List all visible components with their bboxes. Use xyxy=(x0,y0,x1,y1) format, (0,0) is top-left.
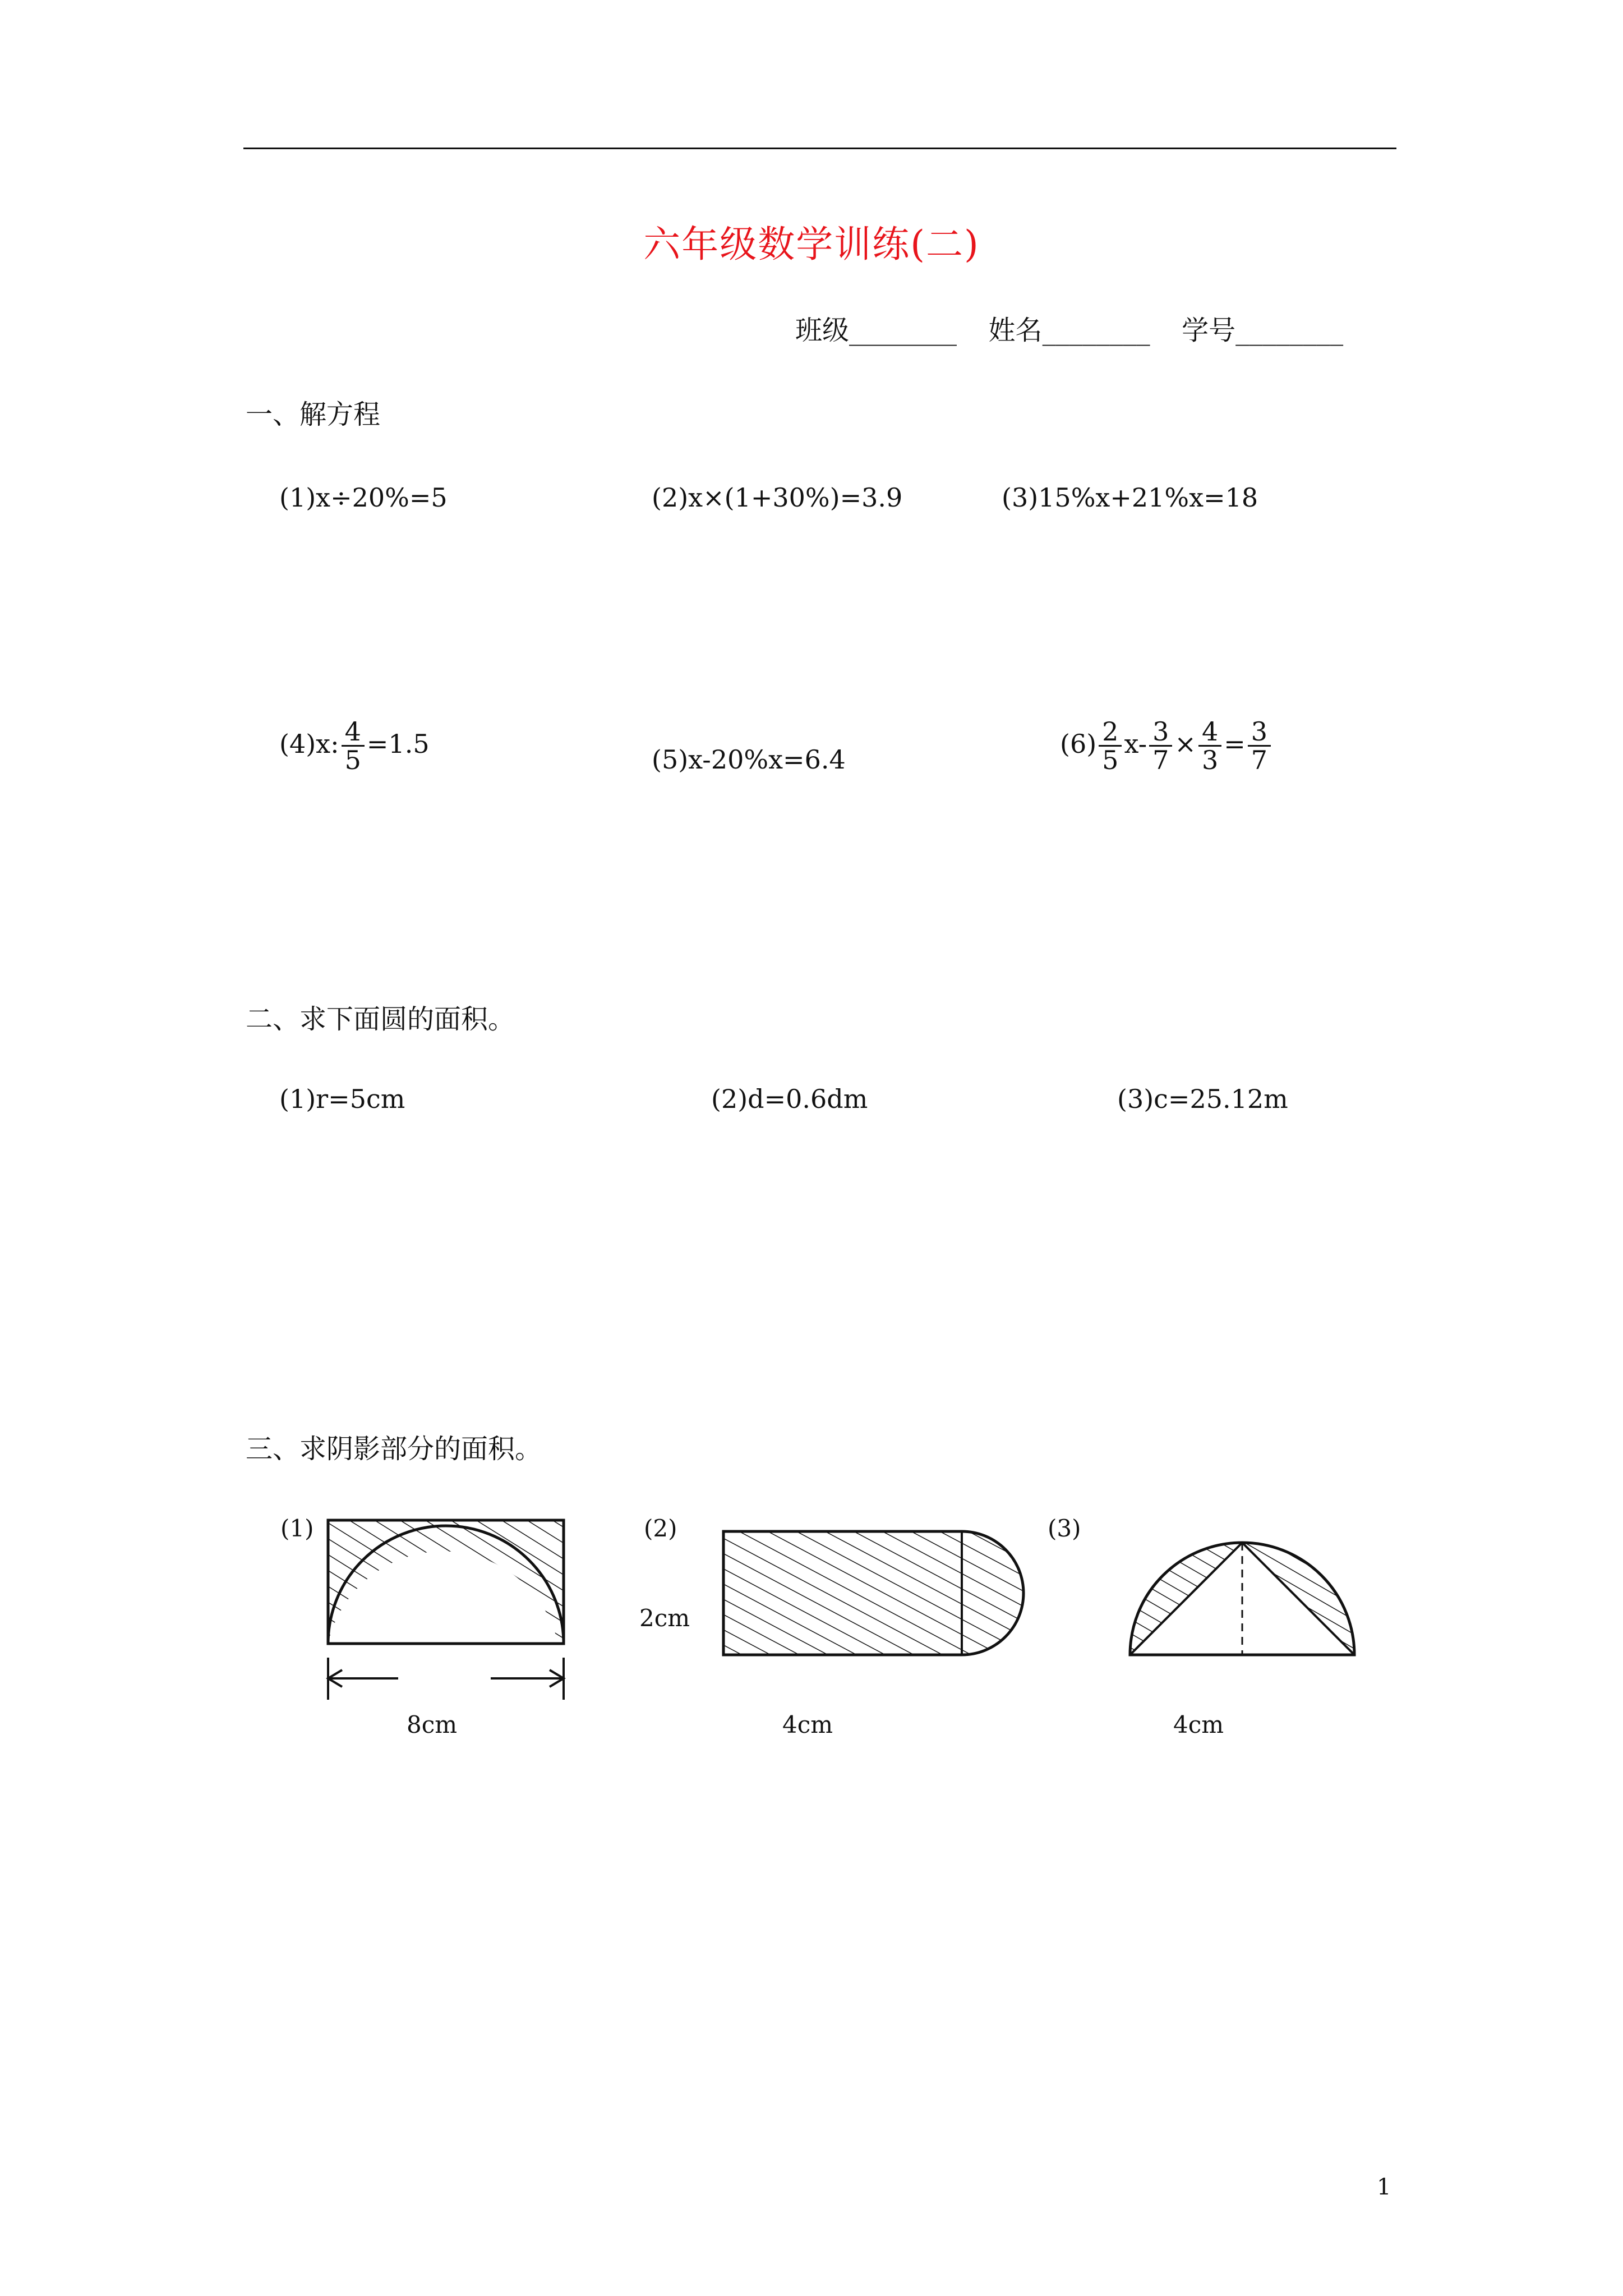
eq6-f2-den: 7 xyxy=(1152,745,1169,776)
eq6-f3-den: 3 xyxy=(1201,745,1219,776)
equation-2: (2)x×(1+30%)=3.9 xyxy=(652,482,903,513)
eq4-suffix: =1.5 xyxy=(366,728,430,759)
eq6-f2-num: 3 xyxy=(1149,718,1172,747)
eq4-fraction xyxy=(342,718,365,774)
eq6-mid2: × xyxy=(1174,728,1196,759)
eq4-numerator: 4 xyxy=(342,718,365,747)
page-title: 六年级数学训练(二) xyxy=(643,223,980,266)
equation-6 xyxy=(1060,718,1273,774)
class-blank[interactable]: ________ xyxy=(849,315,957,346)
circle-problem-2: (2)d=0.6dm xyxy=(711,1084,868,1114)
figure1-dimension: 8cm xyxy=(407,1711,458,1738)
figure2-dimension: 4cm xyxy=(782,1711,833,1738)
semicircle-with-triangle-figure xyxy=(1116,1526,1374,1666)
class-label: 班级 xyxy=(795,315,850,346)
eq6-f4-num: 3 xyxy=(1248,718,1271,747)
eq6-prefix: (6) xyxy=(1060,728,1097,759)
equation-1: (1)x÷20%=5 xyxy=(279,482,448,513)
name-blank[interactable]: ________ xyxy=(1042,315,1150,346)
section3-heading: 三、求阴影部分的面积。 xyxy=(246,1433,542,1465)
eq6-f3-num: 4 xyxy=(1198,718,1221,747)
figure3-label: (3) xyxy=(1048,1515,1081,1542)
figure1-label: (1) xyxy=(280,1515,314,1542)
figure3-dimension: 4cm xyxy=(1173,1711,1224,1738)
semicircle-in-rectangle-figure xyxy=(314,1515,583,1717)
equation-3: (3)15%x+21%x=18 xyxy=(1002,482,1258,513)
name-label: 姓名 xyxy=(988,315,1043,346)
page-number: 1 xyxy=(1377,2174,1391,2200)
header-rule xyxy=(243,148,1396,149)
equation-4 xyxy=(279,718,430,774)
rectangle-with-semicircle-figure xyxy=(707,1515,1043,1660)
id-blank[interactable]: ________ xyxy=(1235,315,1344,346)
eq6-fraction-4 xyxy=(1248,718,1271,774)
figure2-height: 2cm xyxy=(639,1604,690,1632)
eq6-fraction-1 xyxy=(1099,718,1122,774)
section2-heading: 二、求下面圆的面积。 xyxy=(246,1004,515,1035)
section1-heading: 一、解方程 xyxy=(246,399,381,430)
eq6-f4-den: 7 xyxy=(1251,745,1268,776)
eq6-mid3: = xyxy=(1224,728,1246,759)
eq6-f1-num: 2 xyxy=(1099,718,1122,747)
eq6-fraction-2 xyxy=(1149,718,1172,774)
id-label: 学号 xyxy=(1182,315,1236,346)
figure2-label: (2) xyxy=(644,1515,677,1542)
circle-problem-1: (1)r=5cm xyxy=(279,1084,405,1114)
eq6-fraction-3 xyxy=(1198,718,1221,774)
eq4-denominator: 5 xyxy=(344,745,361,776)
equation-5: (5)x-20%x=6.4 xyxy=(652,744,846,775)
eq6-f1-den: 5 xyxy=(1102,745,1119,776)
eq4-prefix: (4)x: xyxy=(279,728,339,759)
circle-problem-3: (3)c=25.12m xyxy=(1117,1084,1288,1114)
student-info xyxy=(795,309,1343,347)
eq6-mid1: x- xyxy=(1124,728,1147,759)
